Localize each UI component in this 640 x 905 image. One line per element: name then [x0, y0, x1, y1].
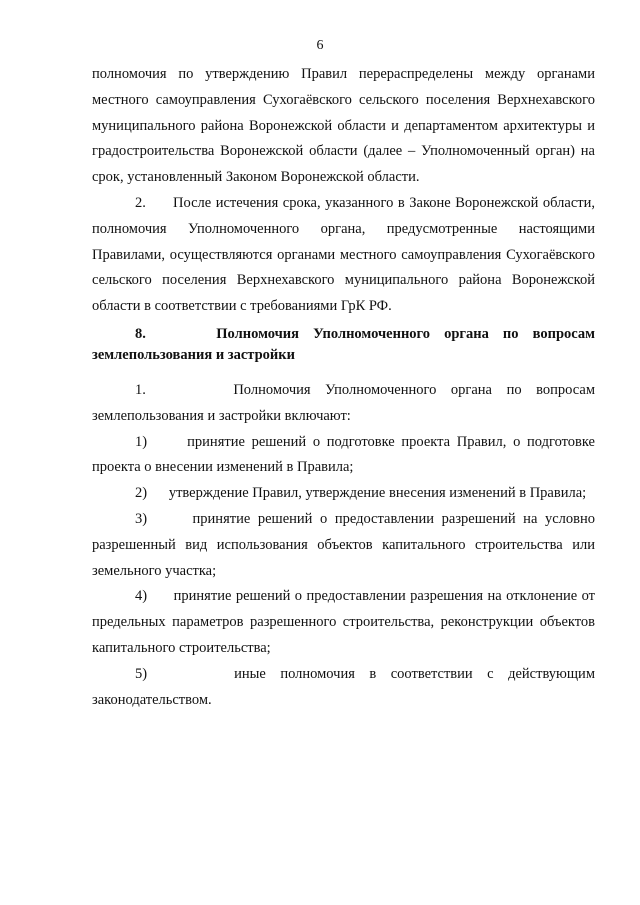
- paragraph-item-2: 2. После истечения срока, указанного в Законе Воронежской области, полномочия Уполномоченного органа, предусмотренные настоящими Правилами, осуществляются органами местного самоуправления Сухогаёвского сельского поселения Верхнехавского муниципального района Воронежской области в соответствии с требованиями ГрК РФ.: [92, 194, 595, 315]
- spacer: [92, 370, 595, 378]
- list-item-4: 4) принятие решений о предоставлении разрешения на отклонение от предельных параметров разрешенного строительства, реконструкции объектов капитального строительства;: [92, 588, 595, 656]
- section-heading: 8. Полномочия Уполномоченного органа по вопросам землепользования и застройки: [92, 325, 595, 363]
- paragraph-item-1: 1. Полномочия Уполномоченного органа по вопросам землепользования и застройки включают:: [92, 381, 595, 424]
- document-body: [92, 62, 595, 713]
- paragraph-continuation: полномочия по утверждению Правил перераспределены между органами местного самоуправления Сухогаёвского сельского поселения Верхнехавского муниципального района Воронежской области и департаментом архитектуры и градостроительства Воронежской области (далее – Уполномоченный орган) на срок, установленный Законом Воронежской области.: [92, 66, 595, 186]
- list-item-3: 3) принятие решений о предоставлении разрешений на условно разрешенный вид использования объектов капитального строительства или земельного участка;: [92, 510, 595, 579]
- list-item-1: 1) принятие решений о подготовке проекта Правил, о подготовке проекта о внесении изменений в Правила;: [92, 433, 595, 476]
- page-number: 6: [316, 38, 324, 53]
- list-item-2: 2) утверждение Правил, утверждение внесения изменений в Правила;: [135, 485, 587, 502]
- list-item-5: 5) иные полномочия в соответствии с действующим законодательством.: [92, 665, 595, 708]
